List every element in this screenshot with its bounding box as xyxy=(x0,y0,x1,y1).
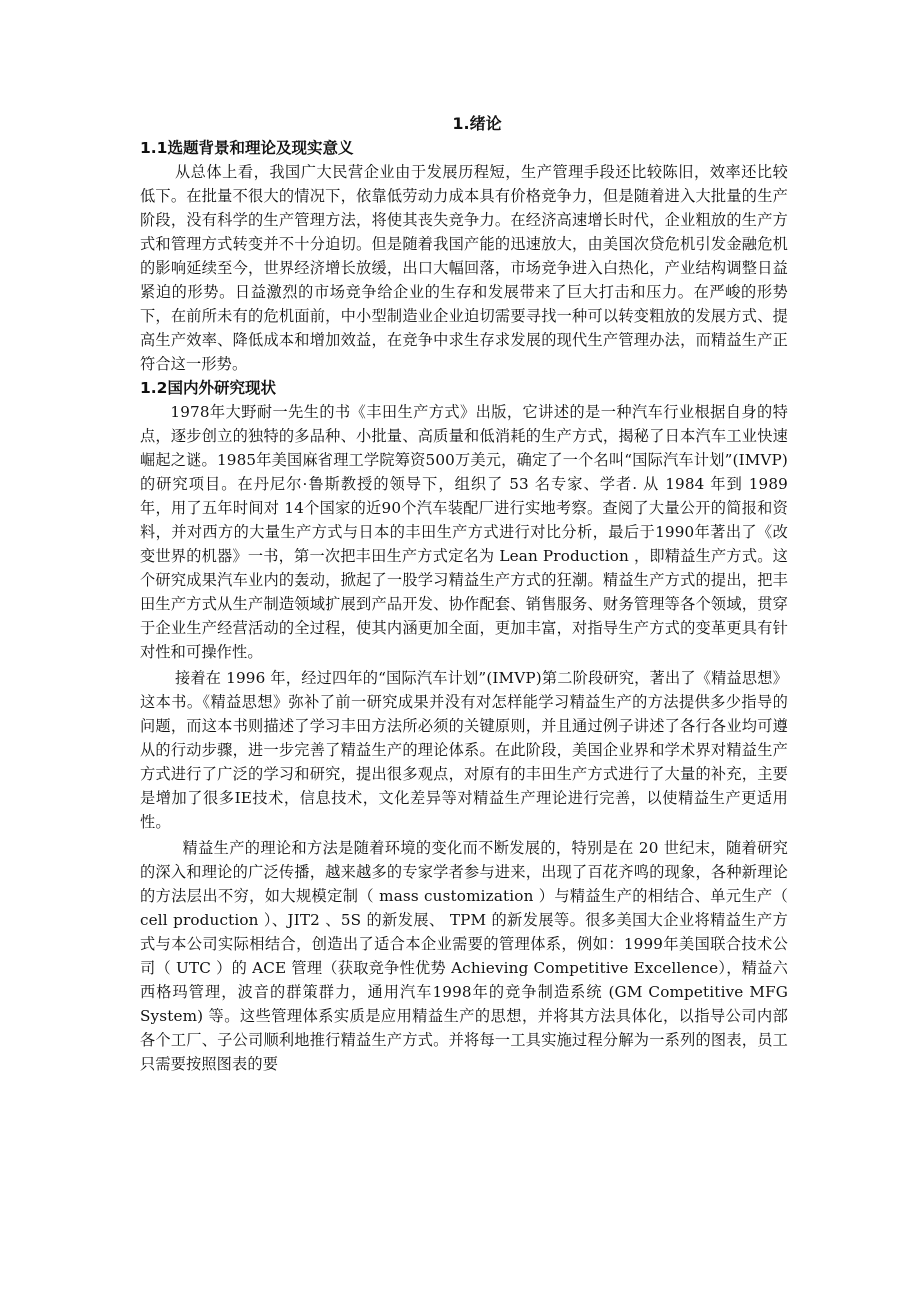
chapter-title: 1.绪论 xyxy=(452,114,502,133)
paragraph-lean-development: 精益生产的理论和方法是随着环境的变化而不断发展的，特别是在 20 世纪末，随着研究的深入和理论的广泛传播，越来越多的专家学者参与进来，出现了百花齐鸣的现象，各种新理论的方法层出不穷，如大规模定制（ mass customization ）与精益生产的相结合、单元生产（ cell production ）、JIT2 、5S 的新发展、 TPM 的新发展等。很多美国大企业将精益生产方式与本公司实际相结合，创造出了适合本企业需要的管理体系，例如：1999年美国联合技术公司（ UTC ）的 ACE 管理（获取竞争性优势 Achieving Competitive Excellence），精益六西格玛管理，波音的群策群力，通用汽车1998年的竞争制造系统 (GM Competitive MFG System) 等。这些管理体系实质是应用精益生产的思想，并将其方法具体化，以指导公司内部各个工厂、子公司顺利地推行精益生产方式。并将每一工具实施过程分解为一系列的图表，员工只需要按照图表的要 xyxy=(140,839,788,1073)
paragraph-lean-thinking: 接着在 1996 年，经过四年的“国际汽车计划”(IMVP)第二阶段研究，著出了《精益思想》这本书。《精益思想》弥补了前一研究成果并没有对怎样能学习精益生产的方法提供多少指导的问题，而这本书则描述了学习丰田方法所必须的关键原则，并且通过例子讲述了各行各业均可遵从的行动步骤，进一步完善了精益生产的理论体系。在此阶段，美国企业界和学术界对精益生产方式进行了广泛的学习和研究，提出很多观点，对原有的丰田生产方式进行了大量的补充，主要是增加了很多IE技术，信息技术，文化差异等对精益生产理论进行完善，以使精益生产更适用性。 xyxy=(140,669,788,831)
page-content xyxy=(140,112,788,1076)
paragraph-research-history: 1978年大野耐一先生的书《丰田生产方式》出版，它讲述的是一种汽车行业根据自身的特点，逐步创立的独特的多品种、小批量、高质量和低消耗的生产方式，揭秘了日本汽车工业快速崛起之谜。1985年美国麻省理工学院筹资500万美元，确定了一个名叫“国际汽车计划”(IMVP)的研究项目。在丹尼尔·鲁斯教授的领导下，组织了 53 名专家、学者. 从 1984 年到 1989 年，用了五年时间对 14个国家的近90个汽车装配厂进行实地考察。查阅了大量公开的简报和资料，并对西方的大量生产方式与日本的丰田生产方式进行对比分析，最后于1990年著出了《改变世界的机器》一书，第一次把丰田生产方式定名为 Lean Production ，即精益生产方式。这个研究成果汽车业内的轰动，掀起了一股学习精益生产方式的狂潮。精益生产方式的提出，把丰田生产方式从生产制造领域扩展到产品开发、协作配套、销售服务、财务管理等各个领域，贯穿于企业生产经营活动的全过程，使其内涵更加全面，更加丰富，对指导生产方式的变革更具有针对性和可操作性。 xyxy=(140,403,788,661)
paragraph-background: 从总体上看，我国广大民营企业由于发展历程短，生产管理手段还比较陈旧，效率还比较低下。在批量不很大的情况下，依靠低劳动力成本具有价格竞争力，但是随着进入大批量的生产阶段，没有科学的生产管理方法，将使其丧失竞争力。在经济高速增长时代，企业粗放的生产方式和管理方式转变并不十分迫切。但是随着我国产能的迅速放大，由美国次贷危机引发金融危机的影响延续至今，世界经济增长放缓，出口大幅回落，市场竞争进入白热化，产业结构调整日益紧迫的形势。日益激烈的市场竞争给企业的生存和发展带来了巨大打击和压力。在严峻的形势下，在前所未有的危机面前，中小型制造业企业迫切需要寻找一种可以转变粗放的发展方式、提高生产效率、降低成本和增加效益，在竞争中求生存求发展的现代生产管理办法，而精益生产正符合这一形势。 xyxy=(140,163,788,373)
section-heading-1-2: 1.2国内外研究现状 xyxy=(140,379,276,397)
section-heading-1-1: 1.1选题背景和理论及现实意义 xyxy=(140,139,354,157)
